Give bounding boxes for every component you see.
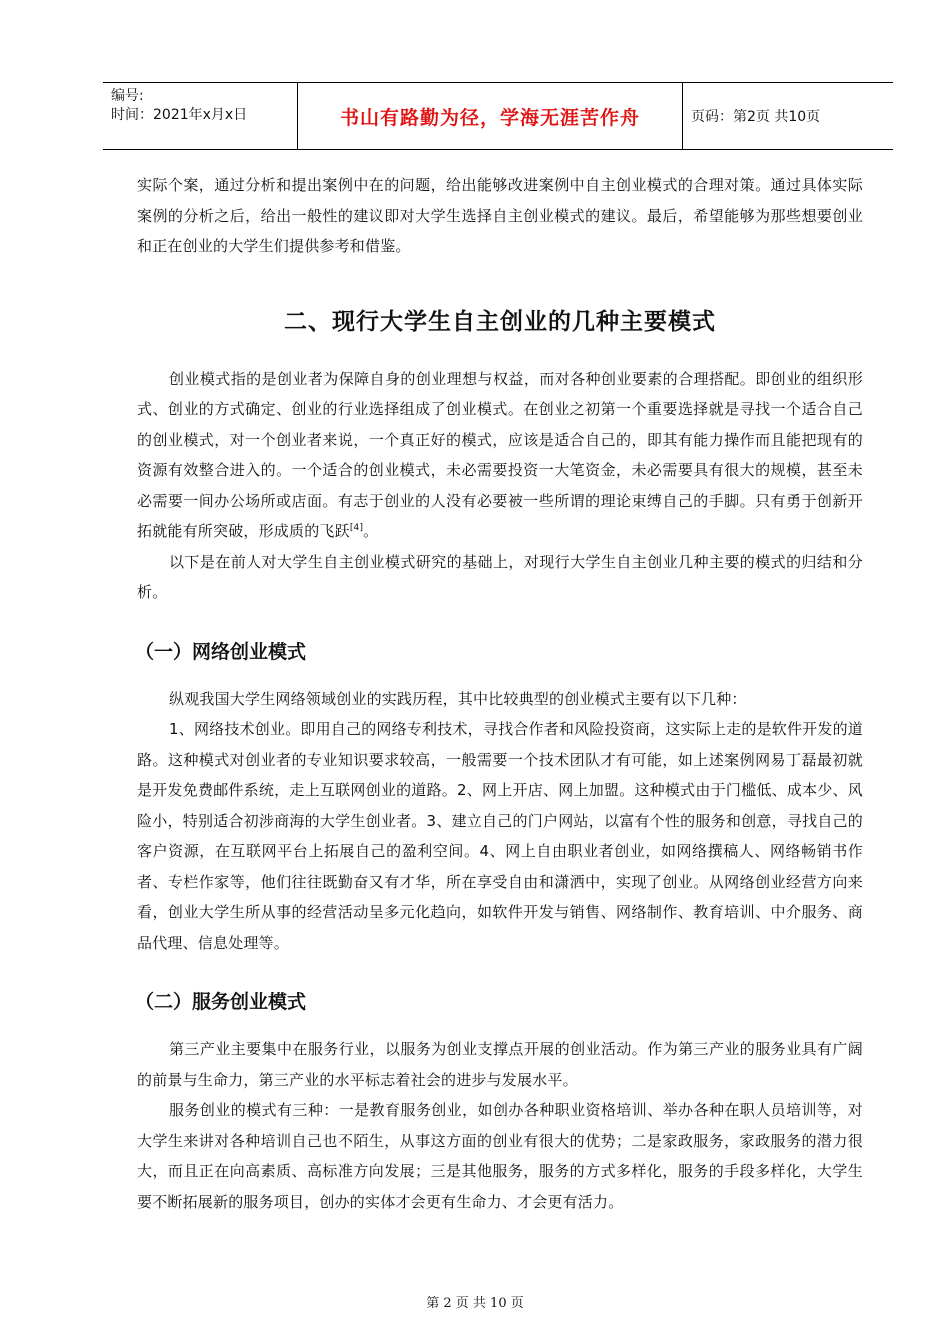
section-paragraph-1-text: 创业模式指的是创业者为保障自身的创业理想与权益，而对各种创业要素的合理搭配。即创业的组织形式、创业的方式确定、创业的行业选择组成了创业模式。在创业之初第一个重要选择就是寻找一个适合自己的创业模式，对一个创业者来说，一个真正好的模式，应该是适合自己的，即其有能力操作而且能把现有的资源有效整合进入的。一个适合的创业模式，未必需要投资一大笔资金，未必需要具有很大的规模，甚至未必需要一间办公场所或店面。有志于创业的人没有必要被一些所谓的理论束缚自己的手脚。只有勇于创新开拓就能有所突破，形成质的飞跃 (137, 369, 863, 540)
page-footer: 第 2 页 共 10 页 (426, 1296, 524, 1311)
subsection-1-paragraph-1: 纵观我国大学生网络领域创业的实践历程，其中比较典型的创业模式主要有以下几种： (169, 689, 747, 708)
section-paragraph-2: 以下是在前人对大学生自主创业模式研究的基础上，对现行大学生自主创业几种主要的模式的归结和分析。 (137, 552, 863, 601)
number-label: 编号: (111, 88, 144, 104)
section-paragraph-1-end: 。 (363, 522, 379, 540)
subsection-title-1: （一）网络创业模式 (135, 640, 307, 663)
header-meta (103, 83, 298, 149)
subsection-2-paragraph-1: 第三产业主要集中在服务行业，以服务为创业支撑点开展的创业活动。作为第三产业的服务业具有广阔的前景与生命力，第三产业的水平标志着社会的进步与发展水平。 (137, 1040, 863, 1089)
section-title: 二、现行大学生自主创业的几种主要模式 (284, 308, 716, 335)
citation-ref[interactable]: [4] (349, 523, 364, 533)
subsection-2-paragraph-2: 服务创业的模式有三种：一是教育服务创业，如创办各种职业资格培训、举办各种在职人员培训等，对大学生来讲对各种培训自己也不陌生，从事这方面的创业有很大的优势；二是家政服务，家政服务的潜力很大，而且正在向高素质、高标准方向发展；三是其他服务，服务的方式多样化，服务的手段多样化，大学生要不断拓展新的服务项目，创办的实体才会更有生命力、才会更有活力。 (137, 1101, 863, 1211)
intro-paragraph: 实际个案，通过分析和提出案例中在的问题，给出能够改进案例中自主创业模式的合理对策。通过具体实际案例的分析之后，给出一般性的建议即对大学生选择自主创业模式的建议。最后，希望能够为那些想要创业和正在创业的大学生们提供参考和借鉴。 (137, 176, 863, 255)
subsection-title-2: （二）服务创业模式 (135, 991, 307, 1013)
header-page-info: 页码：第2页 共10页 (691, 109, 821, 125)
page-content (137, 170, 863, 1217)
page-header (103, 82, 893, 150)
subsection-1-paragraph-2: 1、网络技术创业。即用自己的网络专利技术，寻找合作者和风险投资商，这实际上走的是软件开发的道路。这种模式对创业者的专业知识要求较高，一般需要一个技术团队才有可能，如上述案例网易丁磊最初就是开发免费邮件系统，走上互联网创业的道路。2、网上开店、网上加盟。这种模式由于门槛低、成本少、风险小，特别适合初涉商海的大学生创业者。3、建立自己的门户网站，以富有个性的服务和创意，寻找自己的客户资源，在互联网平台上拓展自己的盈利空间。4、网上自由职业者创业，如网络撰稿人、网络畅销书作者、专栏作家等，他们往往既勤奋又有才华，所在享受自由和潇洒中，实现了创业。从网络创业经营方向来看，创业大学生所从事的经营活动呈多元化趋向，如软件开发与销售、网络制作、教育培训、中介服务、商品代理、信息处理等。 (137, 720, 863, 952)
time-label: 时间：2021年x月x日 (111, 107, 248, 123)
header-motto: 书山有路勤为径，学海无涯苦作舟 (298, 83, 683, 149)
section-paragraph-1 (137, 364, 863, 547)
